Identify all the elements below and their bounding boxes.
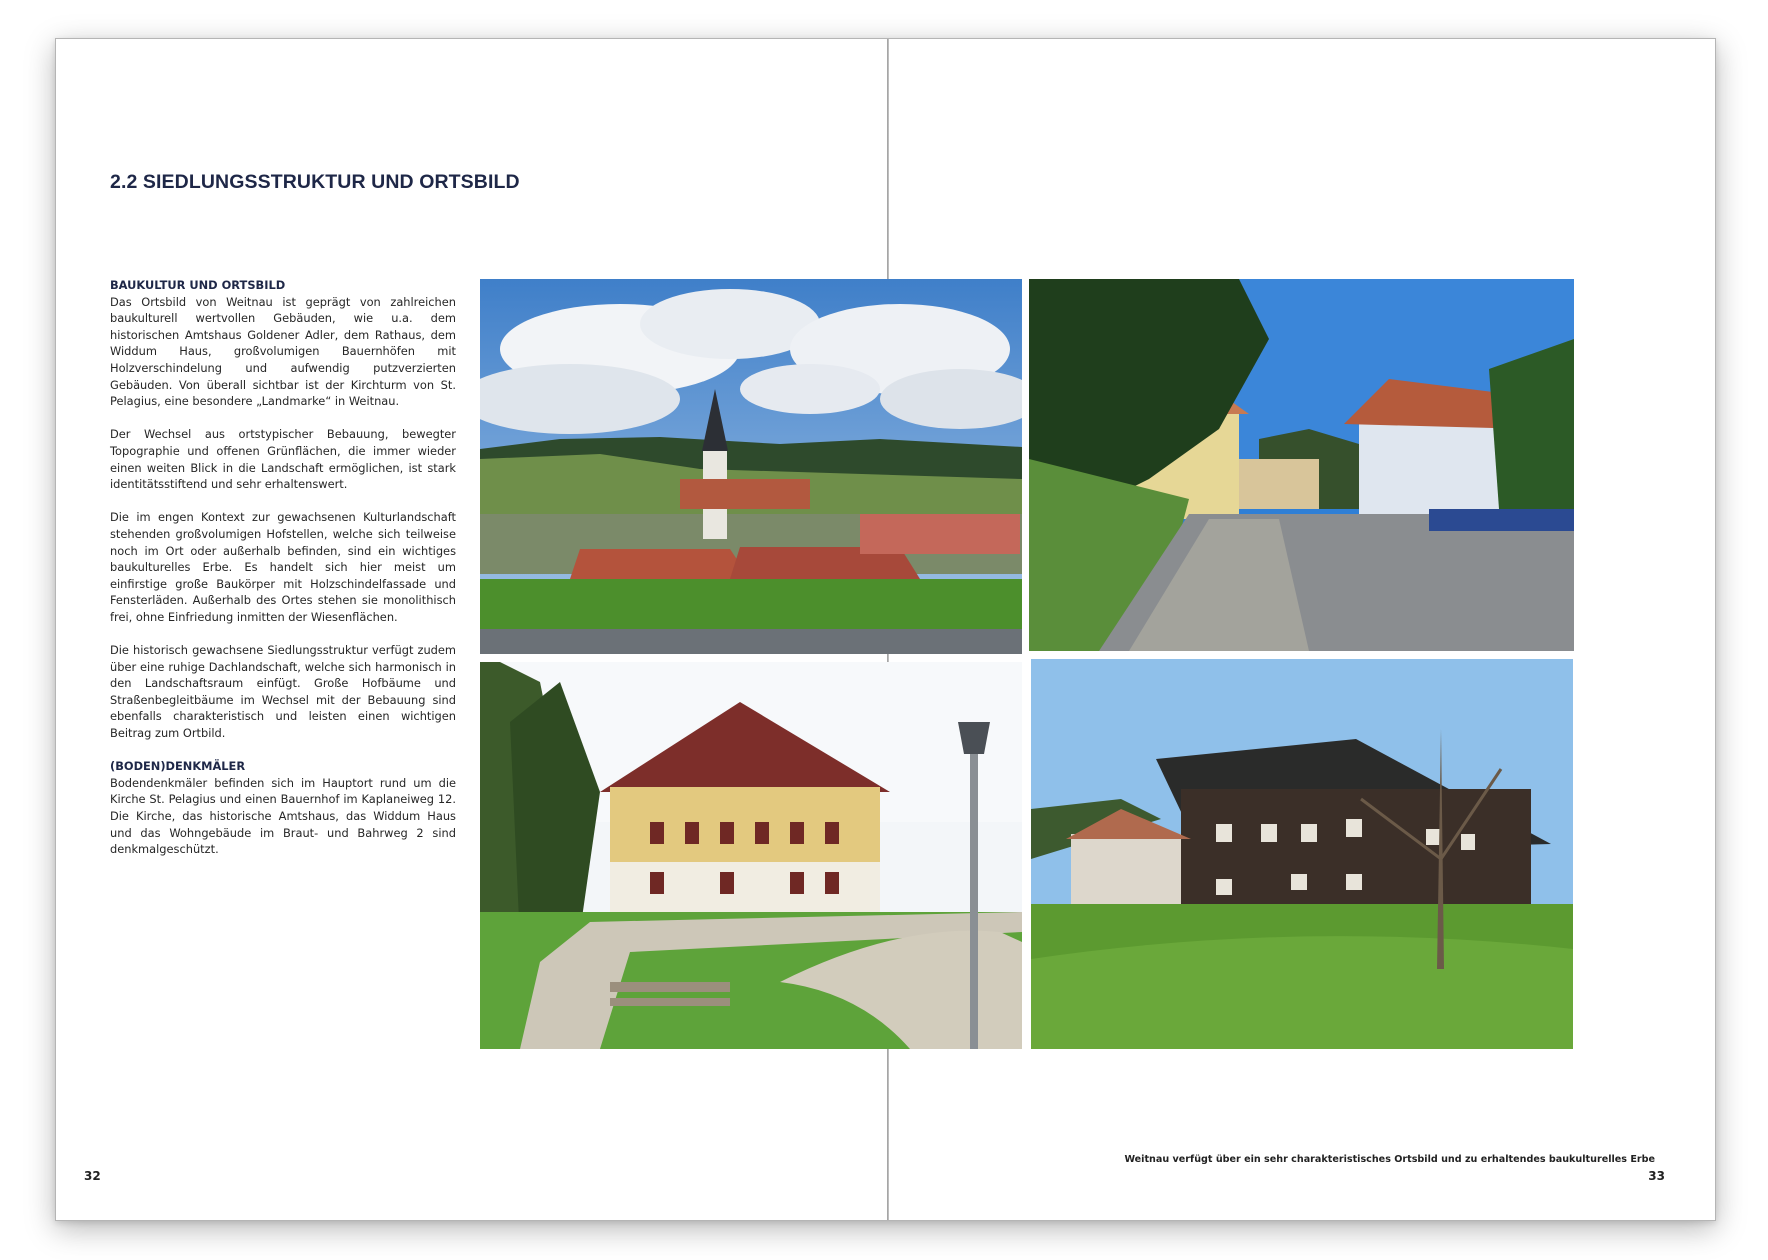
photo-street-scene	[1029, 279, 1574, 651]
paragraph-2: Der Wechsel aus ortstypischer Bebauung, bewegter Topographie und offenen Grünflächen, die immer wieder einen weiten Blick in die Landschaft ermöglichen, ist stark identitätsstiftend und sehr erhaltenswert.	[110, 427, 456, 492]
section-title: 2.2 SIEDLUNGSSTRUKTUR UND ORTSBILD	[110, 171, 520, 193]
photo-farmhouse-lamp	[480, 662, 1022, 1049]
paragraph-4: Die historisch gewachsene Siedlungsstruktur verfügt zudem über eine ruhige Dachlandschaft, welche sich harmonisch in den Landschaftsraum einfügt. Große Hofbäume und Straßenbegleitbäume im Wechsel mit der Bebauung sind ebenfalls charakteristisch und leisten einen wichtigen Beitrag zum Ortbild.	[110, 643, 456, 741]
body-text-column	[110, 277, 456, 874]
page-number-left: 32	[84, 1169, 101, 1183]
paragraph-1: Das Ortsbild von Weitnau ist geprägt von zahlreichen baukulturell wertvollen Gebäuden, wie u.a. dem historischen Amtshaus Goldener Adler, dem Rathaus, dem Widdum Haus, großvolumigen Bauernhöfen mit Holzverschindelung und aufwendig putzverzierten Gebäuden. Von überall sichtbar ist der Kirchturm von St. Pelagius, eine besondere „Landmarke“ in Weitnau.	[110, 294, 456, 409]
heading-baukultur: BAUKULTUR UND ORTSBILD	[110, 278, 286, 292]
page-number-right: 33	[1648, 1169, 1665, 1183]
magazine-spread	[55, 38, 1716, 1221]
paragraph-5: Bodendenkmäler befinden sich im Hauptort rund um die Kirche St. Pelagius und einen Bauernhof im Kaplaneiweg 12. Die Kirche, das historische Amtshaus, das Widdum Haus und das Wohngebäude im Braut- und Bahrweg 2 sind denkmalgeschützt.	[110, 775, 456, 857]
paragraph-3: Die im engen Kontext zur gewachsenen Kulturlandschaft stehenden großvolumigen Hofstellen, welche sich teilweise noch im Ort oder außerhalb befinden, sind ein wichtiges baukulturelles Erbe. Es handelt sich hier meist um einfirstige große Baukörper mit Holzschindelfassade und Fensterläden. Außerhalb des Ortes stehen sie monolithisch frei, ohne Einfriedung inmitten der Wiesenflächen.	[110, 510, 456, 624]
photo-church-village	[480, 279, 1022, 654]
photo-wooden-farmhouse	[1031, 659, 1573, 1049]
photo-caption: Weitnau verfügt über ein sehr charakteristisches Ortsbild und zu erhaltendes baukulturelles Erbe	[1124, 1154, 1655, 1165]
heading-denkmaeler: (BODEN)DENKMÄLER	[110, 759, 246, 774]
